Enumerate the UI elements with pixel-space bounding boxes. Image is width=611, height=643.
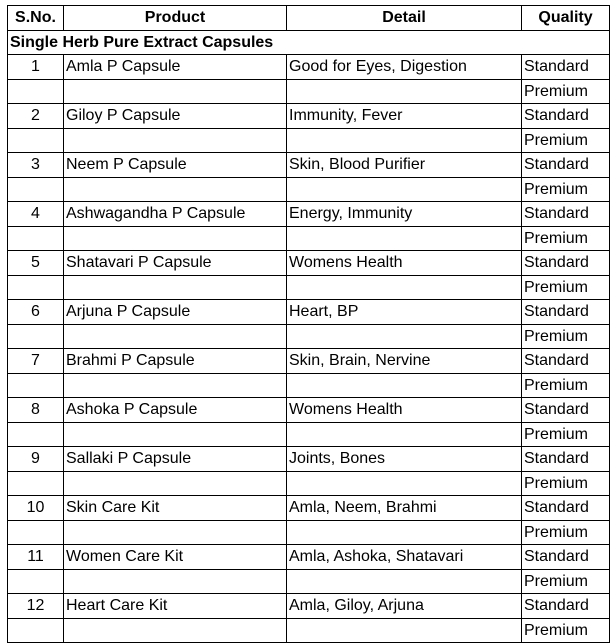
header-row <box>8 6 610 31</box>
table-row <box>8 226 610 251</box>
product-cell: Heart Care Kit <box>64 594 287 619</box>
table-row <box>8 569 610 594</box>
quality-standard-cell: Standard <box>522 153 610 178</box>
quality-premium-cell: Premium <box>522 324 610 349</box>
table-row <box>8 177 610 202</box>
detail-cell: Skin, Blood Purifier <box>287 153 522 178</box>
quality-standard-cell: Standard <box>522 349 610 374</box>
detail-cell: Immunity, Fever <box>287 104 522 129</box>
sno-cell: 6 <box>8 300 64 325</box>
quality-premium-cell: Premium <box>522 128 610 153</box>
table-row <box>8 79 610 104</box>
empty-sno-cell <box>8 471 64 496</box>
empty-sno-cell <box>8 422 64 447</box>
product-cell: Sallaki P Capsule <box>64 447 287 472</box>
table-row <box>8 496 610 521</box>
empty-sno-cell <box>8 324 64 349</box>
quality-premium-cell: Premium <box>522 373 610 398</box>
sno-cell: 7 <box>8 349 64 374</box>
product-cell: Brahmi P Capsule <box>64 349 287 374</box>
table-row <box>8 324 610 349</box>
detail-cell: Womens Health <box>287 251 522 276</box>
quality-premium-cell: Premium <box>522 226 610 251</box>
table-row <box>8 618 610 643</box>
section-title: Single Herb Pure Extract Capsules <box>8 30 610 55</box>
sno-cell: 4 <box>8 202 64 227</box>
table-row <box>8 422 610 447</box>
detail-cell: Joints, Bones <box>287 447 522 472</box>
quality-standard-cell: Standard <box>522 202 610 227</box>
empty-sno-cell <box>8 373 64 398</box>
product-cell: Ashwagandha P Capsule <box>64 202 287 227</box>
empty-detail-cell <box>287 569 522 594</box>
detail-cell: Energy, Immunity <box>287 202 522 227</box>
empty-sno-cell <box>8 275 64 300</box>
empty-product-cell <box>64 373 287 398</box>
quality-standard-cell: Standard <box>522 496 610 521</box>
empty-sno-cell <box>8 79 64 104</box>
table-row <box>8 545 610 570</box>
empty-product-cell <box>64 275 287 300</box>
detail-cell: Good for Eyes, Digestion <box>287 55 522 80</box>
empty-sno-cell <box>8 128 64 153</box>
empty-detail-cell <box>287 520 522 545</box>
table-row <box>8 275 610 300</box>
quality-standard-cell: Standard <box>522 545 610 570</box>
quality-premium-cell: Premium <box>522 422 610 447</box>
table-row <box>8 520 610 545</box>
section-row <box>8 30 610 55</box>
empty-product-cell <box>64 226 287 251</box>
empty-sno-cell <box>8 618 64 643</box>
detail-cell: Womens Health <box>287 398 522 423</box>
empty-detail-cell <box>287 373 522 398</box>
table-row <box>8 349 610 374</box>
product-cell: Skin Care Kit <box>64 496 287 521</box>
empty-detail-cell <box>287 226 522 251</box>
product-cell: Neem P Capsule <box>64 153 287 178</box>
sno-cell: 2 <box>8 104 64 129</box>
table-row <box>8 398 610 423</box>
quality-standard-cell: Standard <box>522 447 610 472</box>
header-sno: S.No. <box>8 6 64 31</box>
sno-cell: 5 <box>8 251 64 276</box>
empty-product-cell <box>64 422 287 447</box>
product-cell: Ashoka P Capsule <box>64 398 287 423</box>
table-row <box>8 300 610 325</box>
empty-detail-cell <box>287 128 522 153</box>
empty-sno-cell <box>8 520 64 545</box>
product-cell: Women Care Kit <box>64 545 287 570</box>
empty-sno-cell <box>8 177 64 202</box>
product-cell: Shatavari P Capsule <box>64 251 287 276</box>
quality-premium-cell: Premium <box>522 79 610 104</box>
empty-product-cell <box>64 324 287 349</box>
quality-premium-cell: Premium <box>522 275 610 300</box>
empty-product-cell <box>64 177 287 202</box>
detail-cell: Skin, Brain, Nervine <box>287 349 522 374</box>
table-row <box>8 55 610 80</box>
product-cell: Amla P Capsule <box>64 55 287 80</box>
detail-cell: Amla, Giloy, Arjuna <box>287 594 522 619</box>
quality-premium-cell: Premium <box>522 569 610 594</box>
quality-standard-cell: Standard <box>522 104 610 129</box>
sno-cell: 9 <box>8 447 64 472</box>
table-row <box>8 447 610 472</box>
empty-detail-cell <box>287 275 522 300</box>
sno-cell: 11 <box>8 545 64 570</box>
empty-detail-cell <box>287 177 522 202</box>
sno-cell: 8 <box>8 398 64 423</box>
sno-cell: 12 <box>8 594 64 619</box>
empty-sno-cell <box>8 569 64 594</box>
detail-cell: Heart, BP <box>287 300 522 325</box>
quality-premium-cell: Premium <box>522 520 610 545</box>
table-row <box>8 251 610 276</box>
sno-cell: 1 <box>8 55 64 80</box>
product-table <box>7 5 610 643</box>
product-cell: Arjuna P Capsule <box>64 300 287 325</box>
quality-premium-cell: Premium <box>522 471 610 496</box>
sno-cell: 3 <box>8 153 64 178</box>
detail-cell: Amla, Neem, Brahmi <box>287 496 522 521</box>
empty-detail-cell <box>287 471 522 496</box>
table-row <box>8 471 610 496</box>
empty-detail-cell <box>287 422 522 447</box>
header-detail: Detail <box>287 6 522 31</box>
sno-cell: 10 <box>8 496 64 521</box>
table-row <box>8 128 610 153</box>
table-row <box>8 202 610 227</box>
quality-standard-cell: Standard <box>522 251 610 276</box>
header-quality: Quality <box>522 6 610 31</box>
table-row <box>8 594 610 619</box>
table-row <box>8 373 610 398</box>
product-cell: Giloy P Capsule <box>64 104 287 129</box>
empty-product-cell <box>64 520 287 545</box>
quality-standard-cell: Standard <box>522 594 610 619</box>
empty-product-cell <box>64 79 287 104</box>
quality-standard-cell: Standard <box>522 55 610 80</box>
empty-detail-cell <box>287 79 522 104</box>
table-row <box>8 104 610 129</box>
empty-product-cell <box>64 471 287 496</box>
quality-premium-cell: Premium <box>522 177 610 202</box>
table-row <box>8 153 610 178</box>
quality-standard-cell: Standard <box>522 300 610 325</box>
quality-premium-cell: Premium <box>522 618 610 643</box>
empty-detail-cell <box>287 324 522 349</box>
empty-sno-cell <box>8 226 64 251</box>
quality-standard-cell: Standard <box>522 398 610 423</box>
empty-product-cell <box>64 569 287 594</box>
detail-cell: Amla, Ashoka, Shatavari <box>287 545 522 570</box>
empty-product-cell <box>64 618 287 643</box>
empty-detail-cell <box>287 618 522 643</box>
header-product: Product <box>64 6 287 31</box>
empty-product-cell <box>64 128 287 153</box>
